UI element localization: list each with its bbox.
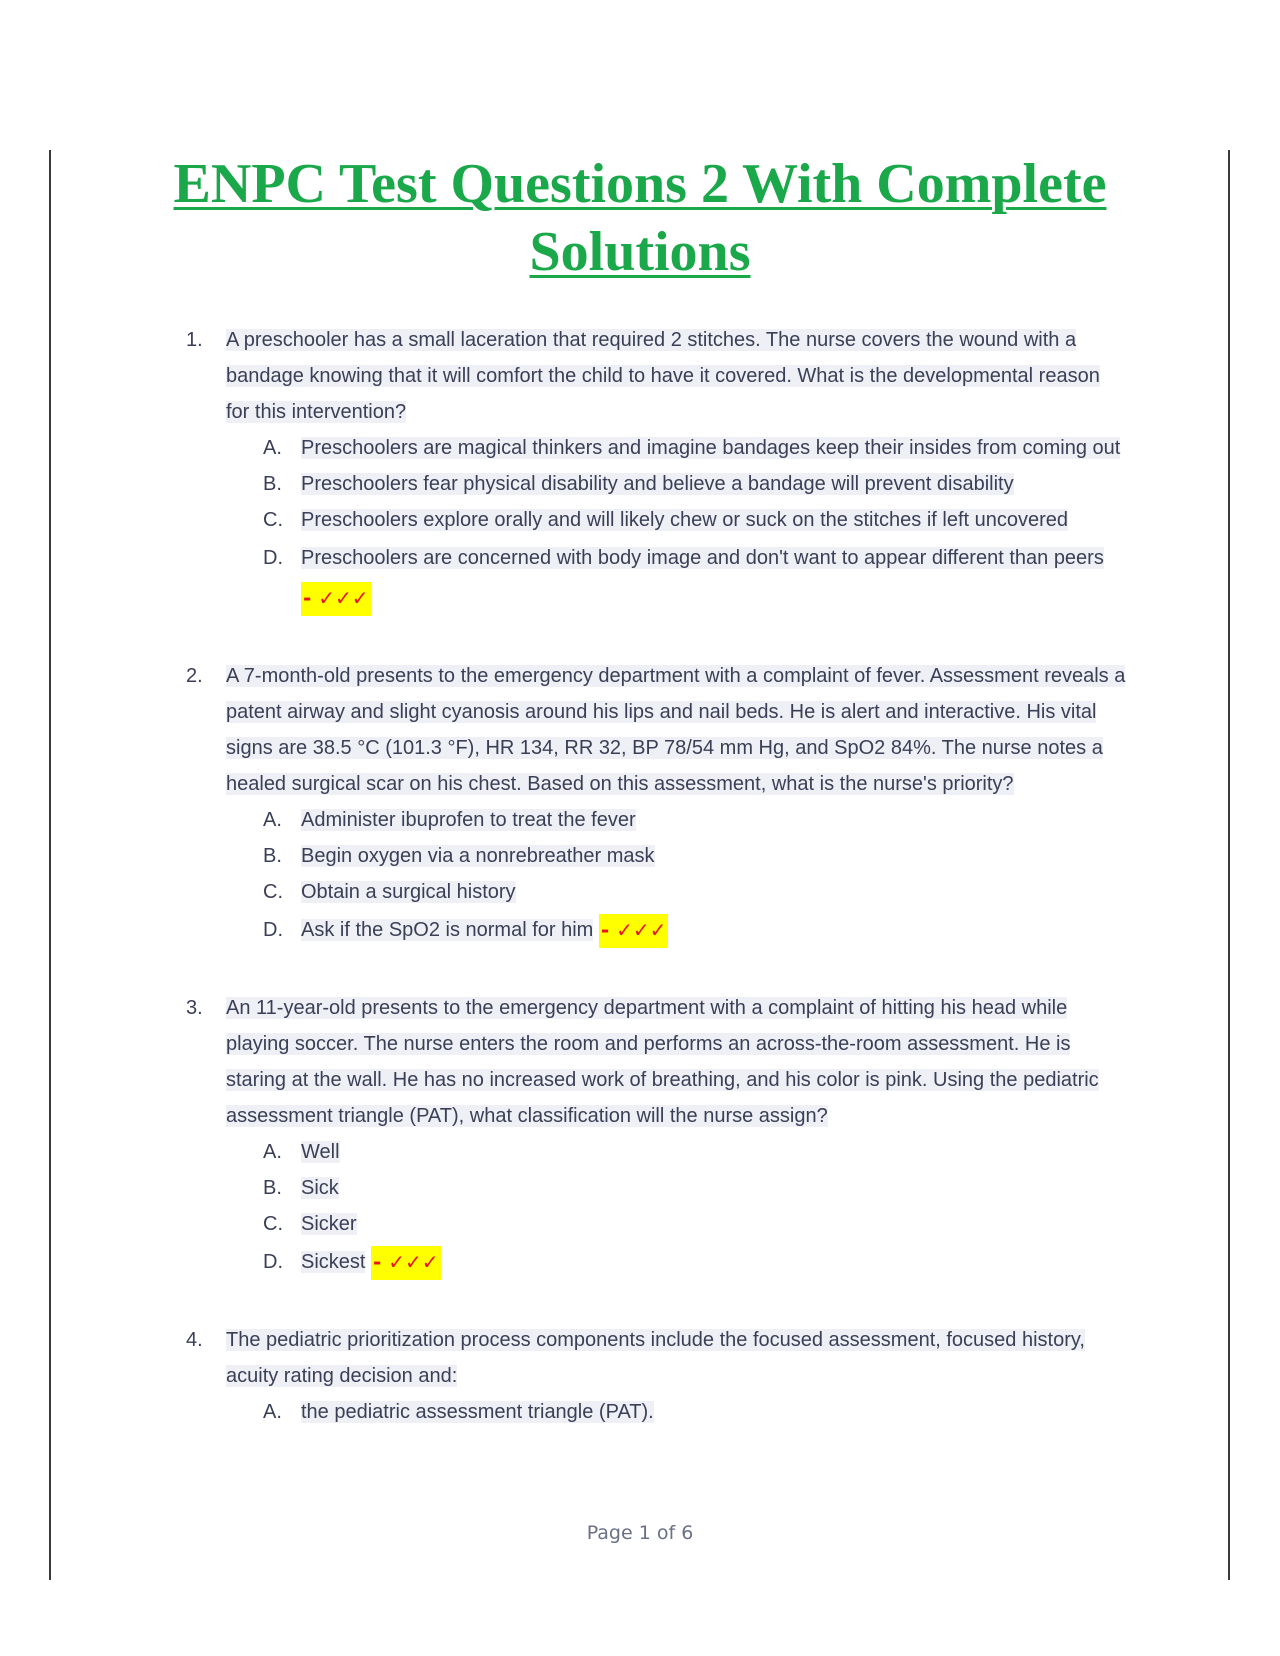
option-letter: D. (263, 919, 283, 941)
option-text-block (301, 1134, 1126, 1170)
option-letter: A. (263, 1401, 282, 1423)
option-text: Sick (301, 1177, 339, 1199)
option-text-block (301, 538, 1126, 618)
option-text-block (301, 502, 1126, 538)
question-text: The pediatric prioritization process components include the focused assessment, focused history, acuity rating decision and: (226, 1329, 1085, 1387)
option-text-block (301, 1242, 1126, 1282)
question-number: 1. (186, 329, 203, 351)
option-text: Preschoolers are concerned with body image and don't want to appear different than peers (301, 547, 1104, 569)
option-text-block (301, 910, 1126, 950)
answer-option (0, 1394, 1280, 1430)
option-text: Obtain a surgical history (301, 881, 516, 903)
option-letter: C. (263, 509, 283, 531)
option-text-block (301, 1206, 1126, 1242)
answer-options (0, 1394, 1280, 1430)
question-1 (0, 322, 1280, 618)
option-text-block (301, 1394, 1126, 1430)
answer-option (0, 1170, 1280, 1206)
option-text: Well (301, 1141, 340, 1163)
option-letter: B. (263, 845, 282, 867)
question-text-block (226, 1322, 1126, 1394)
option-text: Ask if the SpO2 is normal for him (301, 919, 594, 941)
question-3 (0, 990, 1280, 1282)
option-text: Sicker (301, 1213, 357, 1235)
page-number: Page 1 of 6 (586, 1522, 694, 1544)
option-letter: D. (263, 547, 283, 569)
answer-options (0, 430, 1280, 618)
answer-option (0, 538, 1280, 618)
question-text: A 7-month-old presents to the emergency department with a complaint of fever. Assessment reveals a patent airway and slight cyanosis around his lips and nail beds. He is alert and interactive. His vital signs are 38.5 °C (101.3 °F), HR 134, RR 32, BP 78/54 mm Hg, and SpO2 84%. The nurse notes a healed surgical scar on his chest. Based on this assessment, what is the nurse's priority? (226, 665, 1126, 795)
question-text-block (226, 990, 1126, 1134)
answer-option (0, 1134, 1280, 1170)
answer-option (0, 874, 1280, 910)
answer-option (0, 910, 1280, 950)
question-text-block (226, 322, 1126, 430)
question-list (0, 322, 1280, 1470)
option-letter: A. (263, 437, 282, 459)
correct-answer-checkmark-icon: - ✓✓✓ (599, 914, 669, 948)
option-letter: C. (263, 1213, 283, 1235)
option-text: Sickest (301, 1251, 366, 1273)
answer-option (0, 1206, 1280, 1242)
document-title: ENPC Test Questions 2 With Complete Solutions (173, 153, 1107, 283)
option-text: Preschoolers fear physical disability and believe a bandage will prevent disability (301, 473, 1014, 495)
question-2 (0, 658, 1280, 950)
option-text: Preschoolers explore orally and will likely chew or suck on the stitches if left uncovered (301, 509, 1069, 531)
answer-option (0, 502, 1280, 538)
answer-option (0, 1242, 1280, 1282)
correct-answer-checkmark-icon: - ✓✓✓ (301, 582, 371, 616)
answer-options (0, 1134, 1280, 1282)
option-letter: B. (263, 473, 282, 495)
answer-options (0, 802, 1280, 950)
option-text-block (301, 430, 1126, 466)
question-text: An 11-year-old presents to the emergency department with a complaint of hitting his head while playing soccer. The nurse enters the room and performs an across-the-room assessment. He is staring at the wall. He has no increased work of breathing, and his color is pink. Using the pediatric assessment triangle (PAT), what classification will the nurse assign? (226, 997, 1099, 1127)
question-text: A preschooler has a small laceration that required 2 stitches. The nurse covers the wound with a bandage knowing that it will comfort the child to have it covered. What is the developmental reason for this intervention? (226, 329, 1100, 423)
answer-option (0, 430, 1280, 466)
question-number: 2. (186, 665, 203, 687)
option-letter: B. (263, 1177, 282, 1199)
option-text-block (301, 838, 1126, 874)
option-text: the pediatric assessment triangle (PAT). (301, 1401, 654, 1423)
question-text-block (226, 658, 1126, 802)
option-text-block (301, 1170, 1126, 1206)
option-text-block (301, 802, 1126, 838)
option-text: Preschoolers are magical thinkers and imagine bandages keep their insides from coming out (301, 437, 1121, 459)
option-letter: A. (263, 809, 282, 831)
option-letter: A. (263, 1141, 282, 1163)
correct-answer-checkmark-icon: - ✓✓✓ (371, 1246, 441, 1280)
answer-option (0, 802, 1280, 838)
option-letter: C. (263, 881, 283, 903)
option-text: Begin oxygen via a nonrebreather mask (301, 845, 655, 867)
question-number: 4. (186, 1329, 203, 1351)
question-number: 3. (186, 997, 203, 1019)
answer-option (0, 466, 1280, 502)
answer-option (0, 838, 1280, 874)
option-letter: D. (263, 1251, 283, 1273)
option-text-block (301, 466, 1126, 502)
option-text: Administer ibuprofen to treat the fever (301, 809, 636, 831)
option-text-block (301, 874, 1126, 910)
question-4 (0, 1322, 1280, 1430)
